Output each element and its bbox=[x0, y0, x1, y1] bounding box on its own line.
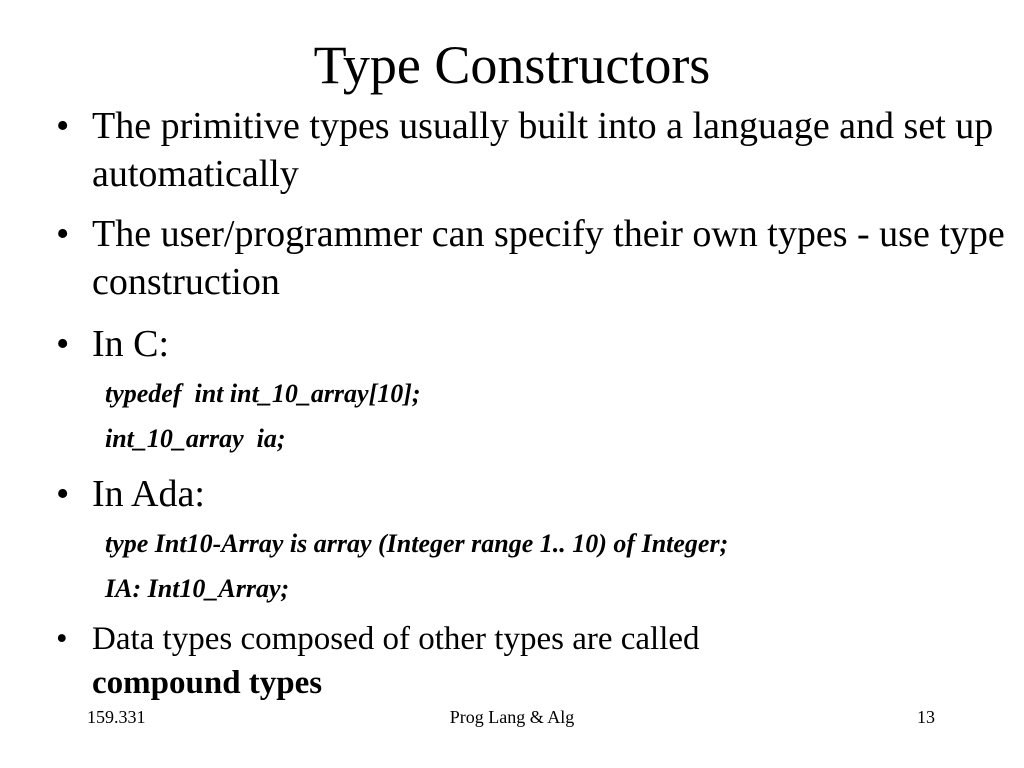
bullet-icon: • bbox=[56, 323, 70, 365]
bullet-text: The user/programmer can specify their own types - use type construction bbox=[92, 213, 1005, 303]
footer-course-code: 159.331 bbox=[87, 707, 146, 727]
bullet-text: The primitive types usually built into a language and set up automatically bbox=[92, 105, 994, 195]
bullet-item bbox=[56, 320, 1016, 368]
bullet-text-plain: Data types composed of other types are called bbox=[92, 621, 700, 657]
bullet-text: In C: bbox=[92, 323, 170, 365]
slide-title: Type Constructors bbox=[313, 35, 711, 95]
footer-slide-number: 13 bbox=[917, 707, 935, 727]
bullet-item bbox=[56, 210, 1016, 306]
bullet-icon: • bbox=[56, 105, 70, 147]
bullet-icon: • bbox=[56, 621, 68, 657]
c-code-line: typedef int int_10_array[10]; bbox=[105, 379, 421, 408]
c-code-line: int_10_array ia; bbox=[105, 424, 286, 453]
bullet-icon: • bbox=[56, 473, 70, 515]
ada-code-line: IA: Int10_Array; bbox=[105, 574, 290, 603]
bullet-text-bold-term: compound types bbox=[92, 665, 323, 701]
ada-code-line: type Int10-Array is array (Integer range 1.. 10) of Integer; bbox=[105, 529, 729, 558]
footer-course-title: Prog Lang & Alg bbox=[449, 707, 575, 727]
bullet-item bbox=[56, 470, 1016, 518]
bullet-text: In Ada: bbox=[92, 473, 205, 515]
bullet-item bbox=[56, 617, 1016, 705]
bullet-text bbox=[92, 617, 1016, 705]
bullet-icon: • bbox=[56, 213, 70, 255]
bullet-item bbox=[56, 102, 1016, 198]
